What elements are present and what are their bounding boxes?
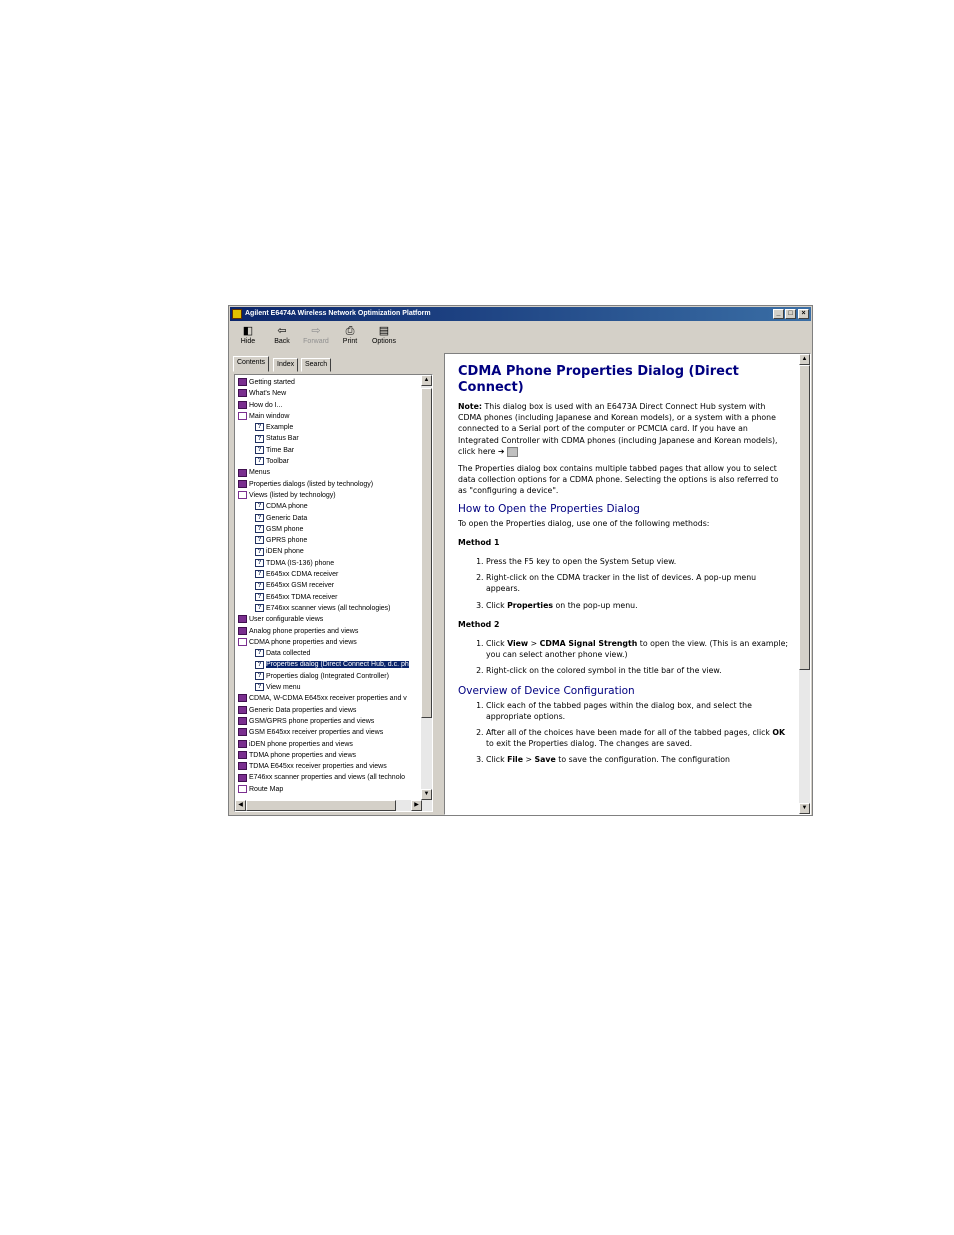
navigation-pane xyxy=(231,353,438,815)
book-icon xyxy=(238,774,247,782)
tree-item-label: Generic Data properties and views xyxy=(249,706,357,714)
tree-item[interactable] xyxy=(238,739,420,750)
tree-item[interactable] xyxy=(238,558,420,569)
list-item: 3. Click Properties on the pop-up menu. xyxy=(486,600,788,611)
help-page-icon: ? xyxy=(255,661,264,669)
tree-item[interactable] xyxy=(238,377,420,388)
book-icon xyxy=(238,615,247,623)
help-page-icon: ? xyxy=(255,525,264,533)
tree-item-label: TDMA (IS-136) phone xyxy=(266,559,335,567)
back-button[interactable] xyxy=(265,324,299,345)
tree-item[interactable] xyxy=(238,513,420,524)
help-page-icon: ? xyxy=(255,423,264,431)
tree-item-label: CDMA phone xyxy=(266,503,308,511)
help-page-icon: ? xyxy=(255,582,264,590)
hscroll-thumb[interactable] xyxy=(246,800,396,811)
note-paragraph xyxy=(458,401,788,457)
book-icon xyxy=(238,728,247,736)
tree-item-label: Views (listed by technology) xyxy=(249,491,336,499)
help-page-icon: ? xyxy=(255,593,264,601)
tree-item[interactable] xyxy=(238,535,420,546)
tree-item[interactable] xyxy=(238,569,420,580)
help-page-icon: ? xyxy=(255,672,264,680)
tree-item-label: Menus xyxy=(249,469,271,477)
tree-item-label: E645xx TDMA receiver xyxy=(266,593,338,601)
book-icon xyxy=(238,389,247,397)
intro-paragraph: The Properties dialog box contains multiple tabbed pages that allow you to select data collection options for a CDMA phone. Selecting the options is also referred to as "configuring a device". xyxy=(458,464,779,496)
tree-item-label: GSM phone xyxy=(266,525,304,533)
tree-item-label: View menu xyxy=(266,684,301,692)
scroll-thumb[interactable] xyxy=(421,388,432,718)
tree-item[interactable] xyxy=(238,456,420,467)
tree-item[interactable] xyxy=(238,705,420,716)
tree-item[interactable] xyxy=(238,467,420,478)
options-label: Options xyxy=(371,338,397,345)
tree-item-label: Generic Data xyxy=(266,514,308,522)
tree-item[interactable] xyxy=(238,637,420,648)
list-item: 2. Right-click on the CDMA tracker in the list of devices. A pop-up menu appears. xyxy=(486,572,788,594)
close-button[interactable]: × xyxy=(798,309,809,319)
tree-item[interactable] xyxy=(238,671,420,682)
tree-item-label: E746xx scanner views (all technologies) xyxy=(266,604,391,612)
tree-item-label: Getting started xyxy=(249,379,295,386)
tree-item-label: Toolbar xyxy=(266,458,289,466)
scroll-up-arrow-icon[interactable]: ▲ xyxy=(799,354,810,365)
help-page-icon: ? xyxy=(255,457,264,465)
tab-search[interactable]: Search xyxy=(301,358,331,372)
tree-item[interactable] xyxy=(238,784,420,795)
open-book-icon xyxy=(238,785,247,793)
tree-item-label: Properties dialog (Direct Connect Hub, d.c. ph xyxy=(266,661,409,669)
tree-item[interactable] xyxy=(238,433,420,444)
help-window xyxy=(228,305,813,816)
book-icon xyxy=(238,378,247,386)
app-icon xyxy=(232,309,242,319)
list-item: 1. Press the F5 key to open the System Setup view. xyxy=(486,556,788,567)
printer-icon: ⎙ xyxy=(345,325,355,337)
tree-item[interactable] xyxy=(238,400,420,411)
help-page-icon: ? xyxy=(255,514,264,522)
tree-item[interactable] xyxy=(238,761,420,772)
tree-item[interactable] xyxy=(238,682,420,693)
book-icon xyxy=(238,480,247,488)
topic-document xyxy=(458,364,788,814)
print-label: Print xyxy=(342,338,358,345)
help-page-icon: ? xyxy=(255,570,264,578)
tree-item-label: E645xx GSM receiver xyxy=(266,582,335,590)
tree-vertical-scrollbar[interactable] xyxy=(421,375,432,811)
tree-item[interactable] xyxy=(238,716,420,727)
list-item: 1. Click View > CDMA Signal Strength to open the view. (This is an example; you can select another phone view.) xyxy=(486,638,788,660)
help-page-icon: ? xyxy=(255,446,264,454)
book-icon xyxy=(238,762,247,770)
overview-list xyxy=(458,700,788,766)
topic-pane xyxy=(444,353,811,815)
open-intro: To open the Properties dialog, use one of the following methods: xyxy=(458,518,710,528)
tree-item[interactable] xyxy=(238,580,420,591)
scroll-down-arrow-icon[interactable]: ▼ xyxy=(421,789,432,800)
tree-item-label: Status Bar xyxy=(266,435,299,443)
scroll-down-arrow-icon[interactable]: ▼ xyxy=(799,803,810,814)
list-item: 3. Click File > Save to save the configuration. The configuration xyxy=(486,754,788,765)
forward-arrow-icon: ⇨ xyxy=(311,325,321,337)
tree-item[interactable] xyxy=(238,750,420,761)
heading-overview: Overview of Device Configuration xyxy=(458,684,635,697)
heading-how-to-open: How to Open the Properties Dialog xyxy=(458,502,640,515)
open-book-icon xyxy=(238,638,247,646)
book-icon xyxy=(238,401,247,409)
tree-item-label: Properties dialog (Integrated Controller) xyxy=(266,672,389,680)
tree-item-label: Time Bar xyxy=(266,446,295,454)
tab-index[interactable]: Index xyxy=(273,358,298,372)
tree-item-label: iDEN phone properties and views xyxy=(249,740,353,748)
tree-item-label: Route Map xyxy=(249,785,284,793)
tree-item[interactable] xyxy=(238,501,420,512)
hide-label: Hide xyxy=(240,338,256,345)
title-bar[interactable] xyxy=(230,307,811,321)
contents-tree xyxy=(238,377,420,797)
options-icon: ▤ xyxy=(378,325,390,337)
options-button[interactable] xyxy=(367,324,401,345)
tree-item[interactable] xyxy=(238,659,420,670)
scroll-right-arrow-icon[interactable]: ▶ xyxy=(411,800,422,811)
tree-item-label: How do I... xyxy=(249,401,283,409)
topic-vertical-scrollbar[interactable] xyxy=(799,354,810,814)
tree-item-label: CDMA phone properties and views xyxy=(249,638,357,646)
scroll-thumb[interactable] xyxy=(799,365,810,670)
arrow-icon: ➔ xyxy=(497,446,505,456)
tree-item[interactable] xyxy=(238,422,420,433)
tree-item[interactable] xyxy=(238,772,420,783)
tree-item-label: CDMA, W-CDMA E645xx receiver properties and v xyxy=(249,695,407,703)
tree-item[interactable] xyxy=(238,445,420,456)
method-1-list xyxy=(458,556,788,611)
topic-title: CDMA Phone Properties Dialog (Direct Connect) xyxy=(458,364,739,395)
scroll-left-arrow-icon[interactable]: ◀ xyxy=(235,800,246,811)
hide-icon: ◧ xyxy=(242,325,254,337)
tree-item[interactable] xyxy=(238,479,420,490)
forward-label: Forward xyxy=(303,338,329,345)
book-icon xyxy=(238,694,247,702)
tree-item-label: GSM/GPRS phone properties and views xyxy=(249,717,375,725)
tree-item-label: GSM E645xx receiver properties and views xyxy=(249,729,384,737)
tree-item[interactable] xyxy=(238,546,420,557)
tree-item-label: Main window xyxy=(249,412,290,420)
back-label: Back xyxy=(274,338,290,345)
help-page-icon: ? xyxy=(255,559,264,567)
method-2-list xyxy=(458,638,788,677)
help-page-icon: ? xyxy=(255,536,264,544)
list-item: 1. Click each of the tabbed pages within the dialog box, and select the appropriate options. xyxy=(486,700,788,722)
forward-button[interactable] xyxy=(299,324,333,345)
help-page-icon: ? xyxy=(255,604,264,612)
help-page-icon: ? xyxy=(255,649,264,657)
tree-item-label: Data collected xyxy=(266,650,311,658)
tree-item-label: E645xx CDMA receiver xyxy=(266,571,339,579)
book-icon xyxy=(238,717,247,725)
book-icon xyxy=(238,751,247,759)
tree-item[interactable] xyxy=(238,603,420,614)
tree-item-label: E746xx scanner properties and views (all technolo xyxy=(249,774,406,782)
note-label: Note: xyxy=(458,402,483,411)
tree-item-label: User configurable views xyxy=(249,616,324,624)
tree-item-label: Example xyxy=(266,424,294,432)
tree-item[interactable] xyxy=(238,727,420,738)
tree-item[interactable] xyxy=(238,524,420,535)
book-icon xyxy=(238,706,247,714)
help-page-icon: ? xyxy=(255,683,264,691)
book-icon xyxy=(238,627,247,635)
tree-item-label: iDEN phone xyxy=(266,548,304,556)
scroll-up-arrow-icon[interactable]: ▲ xyxy=(421,375,432,386)
list-item: 2. After all of the choices have been made for all of the tabbed pages, click OK to exit the Properties dialog. The changes are saved. xyxy=(486,727,788,749)
tree-item-label: Analog phone properties and views xyxy=(249,627,359,635)
back-arrow-icon: ⇦ xyxy=(277,325,287,337)
tree-item[interactable] xyxy=(238,411,420,422)
note-text: This dialog box is used with an E6473A Direct Connect Hub system with CDMA phones (including Japanese and Korean models), or a system with a phone connected to a Serial port of the computer or PCMCIA card. If you have an Integrated Controller with CDMA phones (including Japanese and Korean models), click here xyxy=(458,402,778,456)
tree-item-label: TDMA E645xx receiver properties and views xyxy=(249,763,387,771)
method-1-heading: Method 1 xyxy=(458,537,500,547)
tree-item-label: What's New xyxy=(249,390,287,398)
tree-item[interactable] xyxy=(238,490,420,501)
window-title: Agilent E6474A Wireless Network Optimization Platform xyxy=(245,310,431,317)
tree-item-label: GPRS phone xyxy=(266,537,308,545)
print-button[interactable] xyxy=(333,324,367,345)
tab-contents[interactable]: Contents xyxy=(233,356,269,372)
tree-item-label: Properties dialogs (listed by technology) xyxy=(249,480,374,488)
book-icon xyxy=(238,469,247,477)
tree-item[interactable] xyxy=(238,592,420,603)
help-page-icon: ? xyxy=(255,502,264,510)
open-book-icon xyxy=(238,491,247,499)
minimize-button[interactable]: _ xyxy=(773,309,784,319)
maximize-button[interactable]: □ xyxy=(785,309,796,319)
list-item: 2. Right-click on the colored symbol in the title bar of the view. xyxy=(486,665,788,676)
tree-item[interactable] xyxy=(238,648,420,659)
tree-horizontal-scrollbar[interactable] xyxy=(235,800,422,811)
link-button-icon[interactable] xyxy=(507,447,518,457)
method-2-heading: Method 2 xyxy=(458,619,500,629)
help-page-icon: ? xyxy=(255,548,264,556)
tree-item[interactable] xyxy=(238,614,420,625)
hide-button[interactable] xyxy=(231,324,265,345)
book-icon xyxy=(238,740,247,748)
tree-item[interactable] xyxy=(238,693,420,704)
tree-item-label: TDMA phone properties and views xyxy=(249,751,356,759)
help-page-icon: ? xyxy=(255,435,264,443)
open-book-icon xyxy=(238,412,247,420)
tree-item[interactable] xyxy=(238,626,420,637)
toolbar xyxy=(230,322,811,354)
tree-item[interactable] xyxy=(238,388,420,399)
contents-tree-box xyxy=(234,374,433,812)
